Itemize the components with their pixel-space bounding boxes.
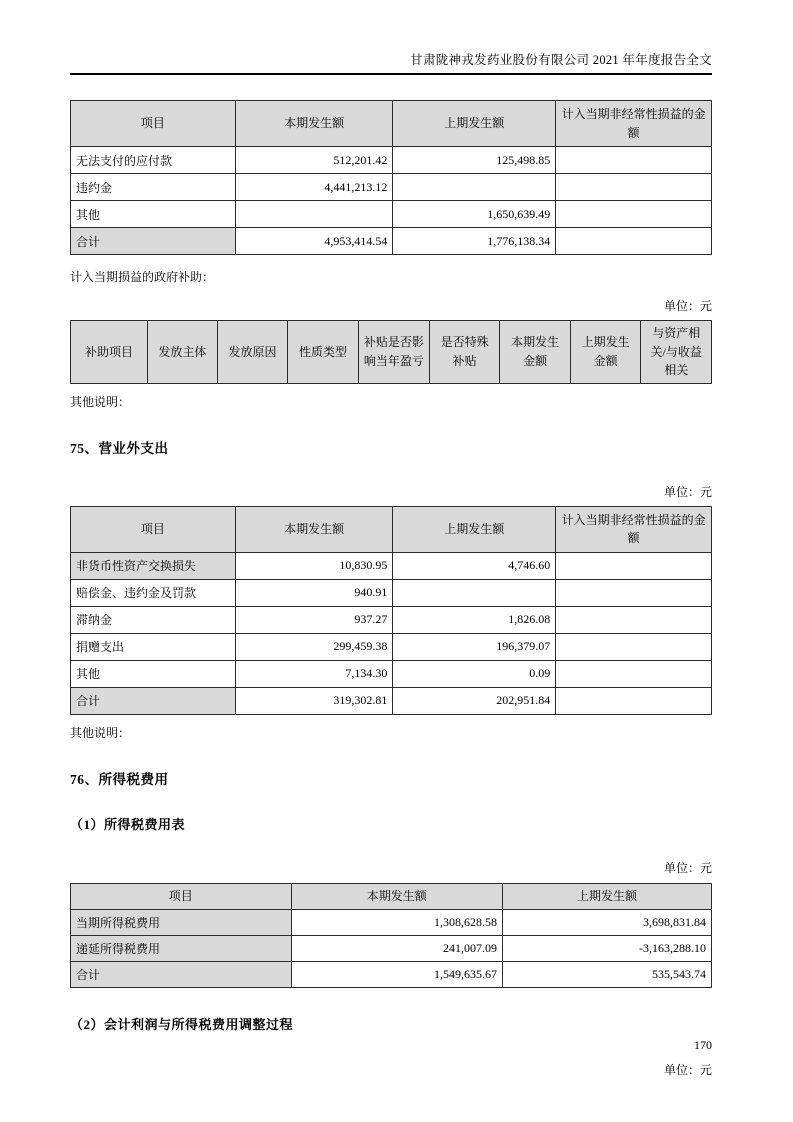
value-cell: -3,163,288.10 (503, 935, 712, 961)
value-cell (556, 606, 712, 633)
row-label-cell: 合计 (71, 228, 236, 255)
value-cell (556, 201, 712, 228)
column-header: 项目 (71, 883, 292, 909)
row-label-cell: 违约金 (71, 174, 236, 201)
table-row (71, 935, 712, 961)
table-row (71, 909, 712, 935)
column-header: 项目 (71, 101, 236, 147)
row-label-cell: 递延所得税费用 (71, 935, 292, 961)
value-cell (556, 660, 712, 687)
value-cell: 125,498.85 (393, 147, 556, 174)
value-cell: 319,302.81 (235, 687, 393, 714)
other-notes-text: 其他说明： (70, 725, 131, 740)
table-row (71, 201, 712, 228)
unit-label: 单位：元 (663, 860, 712, 875)
value-cell: 937.27 (235, 606, 393, 633)
table-header-row (71, 101, 712, 147)
column-header: 上期发生额 (393, 506, 556, 552)
income-tax-table (70, 883, 712, 988)
data-table (70, 506, 712, 715)
table-row (71, 147, 712, 174)
table-row (71, 633, 712, 660)
column-header: 上期发生额 (393, 101, 556, 147)
value-cell: 940.91 (235, 579, 393, 606)
value-cell (393, 579, 556, 606)
page-header-title: 甘肃陇神戎发药业股份有限公司 2021 年年度报告全文 (70, 0, 712, 75)
data-table (70, 883, 712, 988)
column-header: 本期发生额 (291, 883, 503, 909)
value-cell: 1,308,628.58 (291, 909, 503, 935)
table-header-row (71, 506, 712, 552)
value-cell: 202,951.84 (393, 687, 556, 714)
row-label-cell: 捐赠支出 (71, 633, 236, 660)
data-table (70, 100, 712, 255)
other-notes-text: 其他说明： (70, 394, 131, 409)
column-header: 计入当期非经常性损益的金额 (556, 101, 712, 147)
value-cell (393, 174, 556, 201)
row-label-cell: 其他 (71, 201, 236, 228)
page-number: 170 (694, 1038, 712, 1052)
column-header: 与资产相关/与收益相关 (641, 321, 712, 384)
column-header: 发放主体 (147, 321, 217, 384)
table-row (71, 228, 712, 255)
value-cell (556, 552, 712, 579)
non-operating-expenses-table (70, 506, 712, 715)
value-cell: 1,549,635.67 (291, 961, 503, 987)
gov-subsidy-table (70, 320, 712, 384)
value-cell: 4,953,414.54 (235, 228, 393, 255)
unit-label: 单位：元 (663, 299, 712, 313)
gov-subsidy-intro-text: 计入当期损益的政府补助： (70, 270, 215, 284)
column-header: 项目 (71, 506, 236, 552)
value-cell (556, 633, 712, 660)
row-label-cell: 赔偿金、违约金及罚款 (71, 579, 236, 606)
row-label-cell: 其他 (71, 660, 236, 687)
value-cell: 10,830.95 (235, 552, 393, 579)
table-row (71, 552, 712, 579)
column-header: 发放原因 (217, 321, 288, 384)
row-label-cell: 无法支付的应付款 (71, 147, 236, 174)
value-cell: 4,746.60 (393, 552, 556, 579)
value-cell: 512,201.42 (235, 147, 393, 174)
table-row (71, 687, 712, 714)
value-cell (556, 579, 712, 606)
column-header: 上期发生金额 (570, 321, 641, 384)
value-cell: 1,826.08 (393, 606, 556, 633)
row-label-cell: 当期所得税费用 (71, 909, 292, 935)
table-row (71, 660, 712, 687)
value-cell (556, 687, 712, 714)
value-cell: 299,459.38 (235, 633, 393, 660)
section-75-heading: 75、营业外支出 (70, 440, 169, 456)
value-cell: 7,134.30 (235, 660, 393, 687)
table-header-row (71, 883, 712, 909)
value-cell: 196,379.07 (393, 633, 556, 660)
value-cell: 1,650,639.49 (393, 201, 556, 228)
table-header-row (71, 321, 712, 384)
table-row (71, 961, 712, 987)
data-table (70, 320, 712, 384)
row-label-cell: 合计 (71, 687, 236, 714)
column-header: 计入当期非经常性损益的金额 (556, 506, 712, 552)
table-row (71, 579, 712, 606)
section-76-sub2-heading: （2）会计利润与所得税费用调整过程 (70, 1016, 294, 1032)
column-header: 补贴是否影响当年盈亏 (358, 321, 429, 384)
column-header: 是否特殊补贴 (429, 321, 500, 384)
section-76-sub1-heading: （1）所得税费用表 (70, 816, 186, 832)
unit-label: 单位：元 (663, 484, 712, 499)
value-cell (556, 174, 712, 201)
value-cell (556, 228, 712, 255)
value-cell: 0.09 (393, 660, 556, 687)
value-cell: 4,441,213.12 (235, 174, 393, 201)
column-header: 本期发生额 (235, 506, 393, 552)
value-cell: 1,776,138.34 (393, 228, 556, 255)
column-header: 补助项目 (71, 321, 148, 384)
value-cell: 535,543.74 (503, 961, 712, 987)
row-label-cell: 滞纳金 (71, 606, 236, 633)
column-header: 本期发生金额 (500, 321, 571, 384)
table-row (71, 174, 712, 201)
section-76-heading: 76、所得税费用 (70, 771, 169, 787)
non-operating-income-table (70, 100, 712, 255)
value-cell: 3,698,831.84 (503, 909, 712, 935)
page-content (70, 0, 712, 1078)
unit-label: 单位：元 (663, 1062, 712, 1077)
column-header: 本期发生额 (235, 101, 393, 147)
row-label-cell: 非货币性资产交换损失 (71, 552, 236, 579)
value-cell: 241,007.09 (291, 935, 503, 961)
value-cell (556, 147, 712, 174)
row-label-cell: 合计 (71, 961, 292, 987)
table-row (71, 606, 712, 633)
column-header: 上期发生额 (503, 883, 712, 909)
column-header: 性质类型 (288, 321, 359, 384)
value-cell (235, 201, 393, 228)
